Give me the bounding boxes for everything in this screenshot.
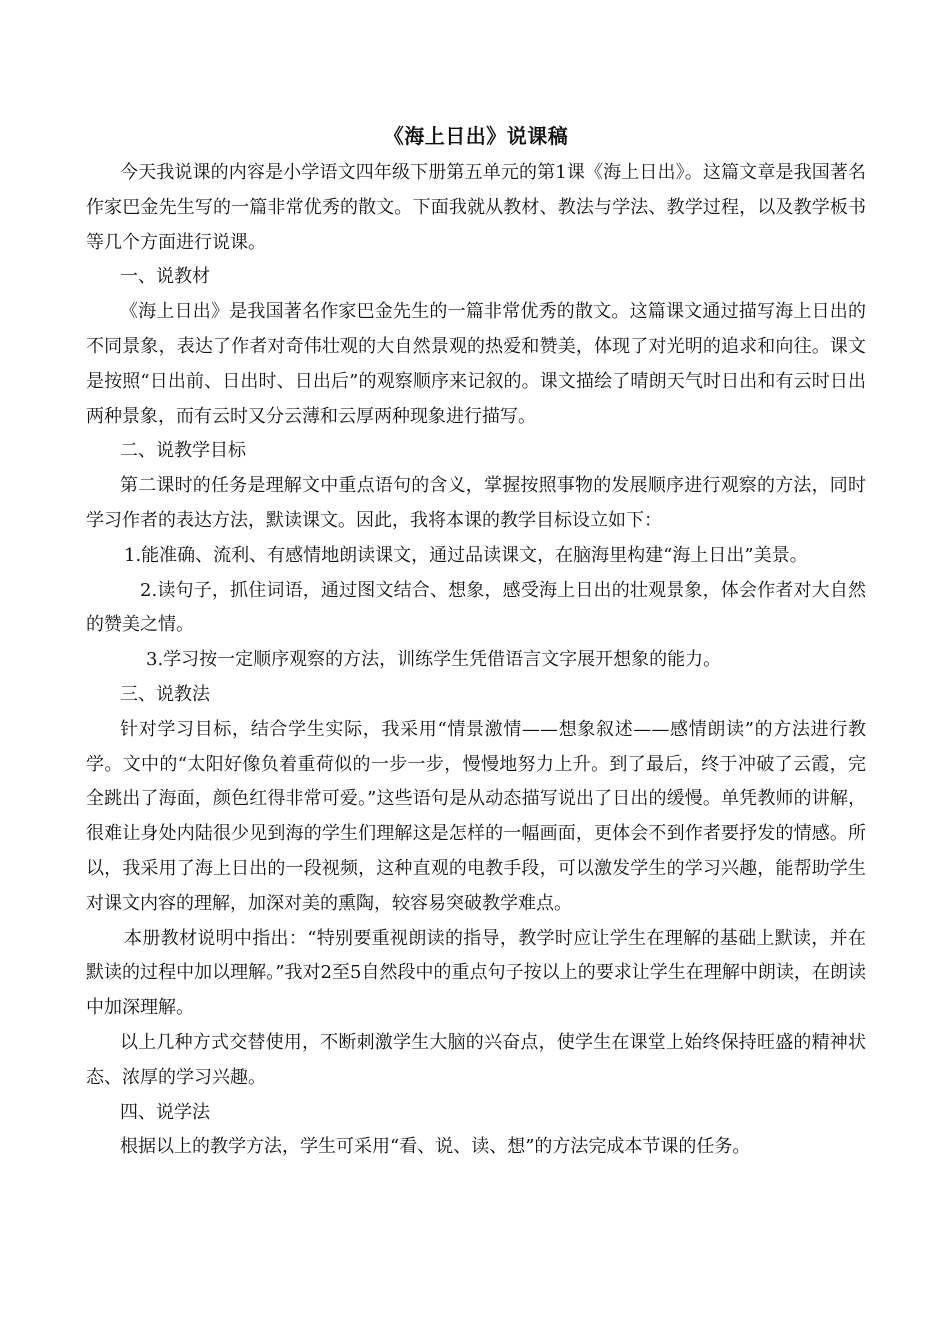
section-heading-learning-method: 四、说学法 [120, 1101, 210, 1123]
section-heading-goals: 二、说教学目标 [120, 440, 246, 462]
section-heading-textbook: 一、说教材 [120, 266, 210, 288]
goals-paragraph: 第二课时的任务是理解文中重点语句的含义，掌握按照事物的发展顺序进行观察的方法，同时学习作者的表达方法，默读课文。因此，我将本课的教学目标设立如下： [86, 475, 866, 531]
learning-method-paragraph: 根据以上的教学方法，学生可采用“看、说、读、想”的方法完成本节课的任务。 [120, 1136, 751, 1158]
teaching-method-paragraph: 针对学习目标，结合学生实际，我采用“情景激情——想象叙述——感情朗读”的方法进行教学。文中的“太阳好像负着重荷似的一步一步，慢慢地努力上升。到了最后，终于冲破了云霞，完全跳出了海面，颜色红得非常可爱。”这些语句是从动态描写说出了日出的缓慢。单凭教师的讲解，很难让身处内陆很少见到海的学生们理解这是怎样的一幅画面，更体会不到作者要抒发的情感。所以，我采用了海上日出的一段视频，这种直观的电教手段，可以激发学生的学习兴趣，能帮助学生对课文内容的理解，加深对美的熏陶，较容易突破教学难点。 [86, 718, 866, 914]
goal-item-2: 2.读句子，抓住词语，通过图文结合、想象，感受海上日出的壮观景象，体会作者对大自然的赞美之情。 [86, 579, 866, 636]
section-heading-teaching-method: 三、说教法 [120, 683, 210, 705]
textbook-paragraph: 《海上日出》是我国著名作家巴金先生的一篇非常优秀的散文。这篇课文通过描写海上日出的不同景象，表达了作者对奇伟壮观的大自然景观的热爱和赞美，体现了对光明的追求和向往。课文是按照“日出前、日出时、日出后”的观察顺序来记叙的。课文描绘了晴朗天气时日出和有云时日出两种景象，而有云时又分云薄和云厚两种现象进行描写。 [86, 301, 866, 427]
goal-item-3: 3.学习按一定顺序观察的方法，训练学生凭借语言文字展开想象的能力。 [146, 649, 722, 671]
intro-paragraph: 今天我说课的内容是小学语文四年级下册第五单元的第1课《海上日出》。这篇文章是我国著名作家巴金先生写的一篇非常优秀的散文。下面我就从教材、教法与学法、教学过程，以及教学板书等几个方面进行说课。 [86, 162, 866, 253]
goal-item-1: 1.能准确、流利、有感情地朗读课文，通过品读课文，在脑海里构建“海上日出”美景。 [124, 544, 808, 566]
document-title: 《海上日出》说课稿 [383, 124, 569, 148]
summary-paragraph: 以上几种方式交替使用，不断刺激学生大脑的兴奋点，使学生在课堂上始终保持旺盛的精神状态、浓厚的学习兴趣。 [86, 1031, 866, 1088]
reading-guidance-paragraph: 本册教材说明中指出：“特别要重视朗读的指导，教学时应让学生在理解的基础上默读，并在默读的过程中加以理解。”我对2至5自然段中的重点句子按以上的要求让学生在理解中朗读，在朗读中加深理解。 [86, 927, 866, 1019]
